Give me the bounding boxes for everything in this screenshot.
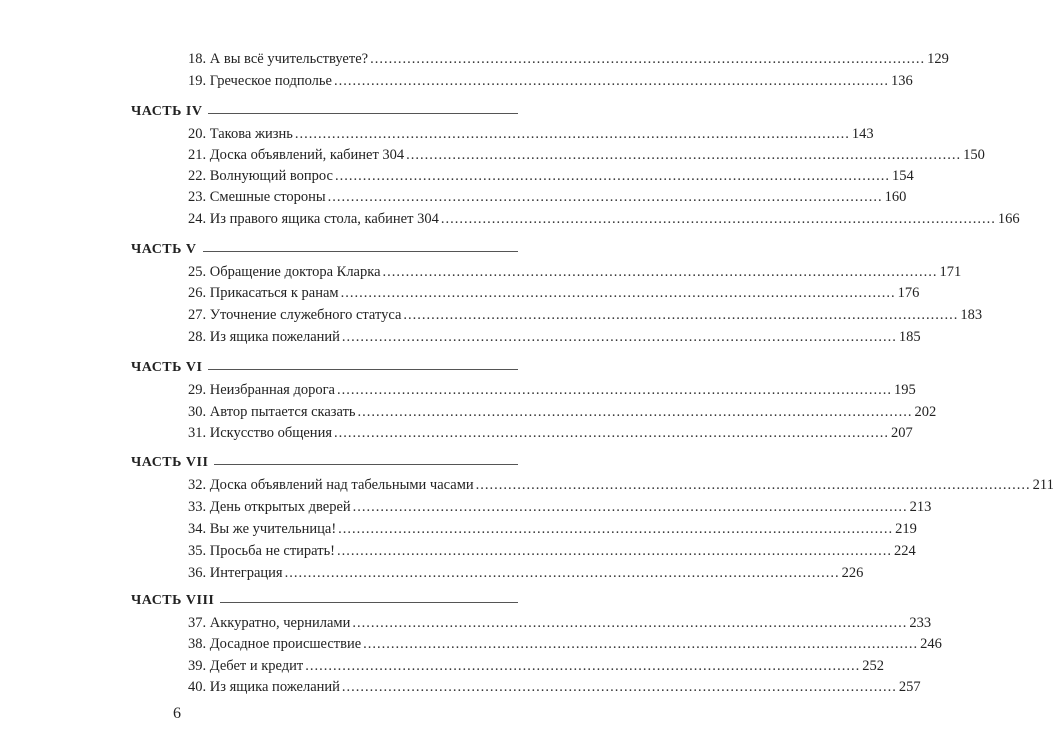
dot-leader: ........................................................................................................................ bbox=[352, 499, 908, 515]
chapter-page: 257 bbox=[898, 679, 921, 695]
chapter-title: 28. Из ящика пожеланий bbox=[188, 329, 340, 345]
part-heading bbox=[131, 239, 518, 261]
chapter-page: 143 bbox=[851, 126, 874, 142]
chapter-title: 39. Дебет и кредит bbox=[188, 658, 304, 674]
chapter-title: 19. Греческое подполье bbox=[188, 73, 332, 89]
page-number: 6 bbox=[173, 705, 181, 722]
chapter-title: 32. Доска объявлений над табельными часами bbox=[188, 477, 474, 493]
toc-entry bbox=[188, 144, 985, 166]
chapter-page: 219 bbox=[895, 521, 917, 537]
toc-entry bbox=[188, 633, 942, 655]
chapter-title: 27. Уточнение служебного статуса bbox=[188, 307, 402, 323]
chapter-title: 38. Досадное происшествие bbox=[188, 636, 362, 652]
part-rule bbox=[208, 113, 518, 114]
dot-leader: ........................................................................................................................ bbox=[341, 329, 897, 345]
dot-leader: ........................................................................................................................ bbox=[440, 211, 996, 227]
toc-entry bbox=[188, 379, 916, 401]
chapter-title: 25. Обращение доктора Кларка bbox=[188, 264, 381, 280]
dot-leader: ........................................................................................................................ bbox=[305, 658, 861, 674]
toc-entry bbox=[188, 186, 907, 208]
chapter-title: 30. Автор пытается сказать bbox=[188, 404, 356, 420]
part-label: ЧАСТЬ VIII bbox=[131, 593, 215, 608]
part-heading bbox=[131, 101, 518, 123]
chapter-title: 31. Искусство общения bbox=[188, 425, 332, 441]
part-heading bbox=[131, 590, 518, 612]
chapter-page: 185 bbox=[898, 329, 921, 345]
dot-leader: ........................................................................................................................ bbox=[284, 565, 840, 581]
toc-entry bbox=[188, 562, 864, 584]
chapter-page: 246 bbox=[920, 636, 942, 652]
chapter-page: 183 bbox=[960, 307, 983, 323]
part-rule bbox=[203, 251, 518, 252]
dot-leader: ........................................................................................................................ bbox=[352, 615, 908, 631]
chapter-title: 37. Аккуратно, чернилами bbox=[188, 615, 351, 631]
chapter-page: 202 bbox=[914, 404, 937, 420]
toc-entry bbox=[188, 208, 1020, 230]
toc-entry bbox=[188, 612, 932, 634]
chapter-page: 224 bbox=[894, 543, 916, 559]
part-heading bbox=[131, 452, 518, 474]
dot-leader: ........................................................................................................................ bbox=[475, 477, 1031, 493]
toc-entry bbox=[188, 496, 932, 518]
toc-entry bbox=[188, 165, 914, 187]
dot-leader: ........................................................................................................................ bbox=[363, 636, 919, 652]
toc-entry bbox=[188, 261, 962, 283]
chapter-title: 40. Из ящика пожеланий bbox=[188, 679, 340, 695]
part-label: ЧАСТЬ V bbox=[131, 242, 197, 257]
chapter-title: 34. Вы же учительница! bbox=[188, 521, 337, 537]
chapter-title: 35. Просьба не стирать! bbox=[188, 543, 336, 559]
toc-entry bbox=[188, 422, 913, 444]
chapter-page: 166 bbox=[997, 211, 1020, 227]
toc-entry bbox=[188, 401, 937, 423]
toc-entry bbox=[188, 326, 921, 348]
dot-leader: ........................................................................................................................ bbox=[340, 285, 896, 301]
chapter-title: 20. Такова жизнь bbox=[188, 126, 293, 142]
toc-entry bbox=[188, 676, 921, 698]
dot-leader: ........................................................................................................................ bbox=[294, 126, 850, 142]
chapter-page: 195 bbox=[893, 382, 916, 398]
chapter-page: 233 bbox=[909, 615, 932, 631]
dot-leader: ........................................................................................................................ bbox=[336, 382, 892, 398]
dot-leader: ........................................................................................................................ bbox=[370, 51, 926, 67]
chapter-page: 211 bbox=[1032, 477, 1054, 493]
part-label: ЧАСТЬ IV bbox=[131, 104, 203, 119]
toc-entry bbox=[188, 474, 1054, 496]
chapter-page: 136 bbox=[890, 73, 913, 89]
chapter-title: 22. Волнующий вопрос bbox=[188, 168, 333, 184]
chapter-page: 160 bbox=[884, 189, 907, 205]
dot-leader: ........................................................................................................................ bbox=[334, 425, 889, 441]
toc-entry bbox=[188, 70, 913, 92]
chapter-page: 129 bbox=[927, 51, 949, 67]
dot-leader: ........................................................................................................................ bbox=[327, 189, 883, 205]
chapter-page: 150 bbox=[963, 147, 985, 163]
chapter-page: 252 bbox=[862, 658, 884, 674]
chapter-title: 33. День открытых дверей bbox=[188, 499, 351, 515]
chapter-page: 226 bbox=[841, 565, 864, 581]
dot-leader: ........................................................................................................................ bbox=[357, 404, 913, 420]
toc-entry bbox=[188, 655, 884, 677]
toc-entry bbox=[188, 540, 916, 562]
chapter-page: 207 bbox=[891, 425, 913, 441]
dot-leader: ........................................................................................................................ bbox=[406, 147, 962, 163]
dot-leader: ........................................................................................................................ bbox=[403, 307, 959, 323]
dot-leader: ........................................................................................................................ bbox=[333, 73, 889, 89]
chapter-page: 154 bbox=[891, 168, 914, 184]
toc-entry bbox=[188, 282, 920, 304]
chapter-title: 23. Смешные стороны bbox=[188, 189, 326, 205]
toc-entry bbox=[188, 123, 874, 145]
chapter-title: 18. А вы всё учительствуете? bbox=[188, 51, 369, 67]
chapter-page: 213 bbox=[909, 499, 932, 515]
dot-leader: ........................................................................................................................ bbox=[341, 679, 897, 695]
part-rule bbox=[208, 369, 518, 370]
chapter-title: 21. Доска объявлений, кабинет 304 bbox=[188, 147, 405, 163]
chapter-page: 171 bbox=[939, 264, 962, 280]
chapter-title: 26. Прикасаться к ранам bbox=[188, 285, 339, 301]
part-heading bbox=[131, 357, 518, 379]
chapter-title: 36. Интеграция bbox=[188, 565, 283, 581]
toc-entry bbox=[188, 304, 983, 326]
part-label: ЧАСТЬ VI bbox=[131, 360, 203, 375]
part-label: ЧАСТЬ VII bbox=[131, 455, 209, 470]
dot-leader: ........................................................................................................................ bbox=[337, 543, 893, 559]
toc-entry bbox=[188, 518, 917, 540]
part-rule bbox=[220, 602, 518, 603]
chapter-title: 24. Из правого ящика стола, кабинет 304 bbox=[188, 211, 439, 227]
part-rule bbox=[214, 464, 518, 465]
chapter-page: 176 bbox=[897, 285, 920, 301]
dot-leader: ........................................................................................................................ bbox=[338, 521, 894, 537]
dot-leader: ........................................................................................................................ bbox=[334, 168, 890, 184]
dot-leader: ........................................................................................................................ bbox=[382, 264, 938, 280]
chapter-title: 29. Неизбранная дорога bbox=[188, 382, 335, 398]
toc-entry bbox=[188, 48, 949, 70]
